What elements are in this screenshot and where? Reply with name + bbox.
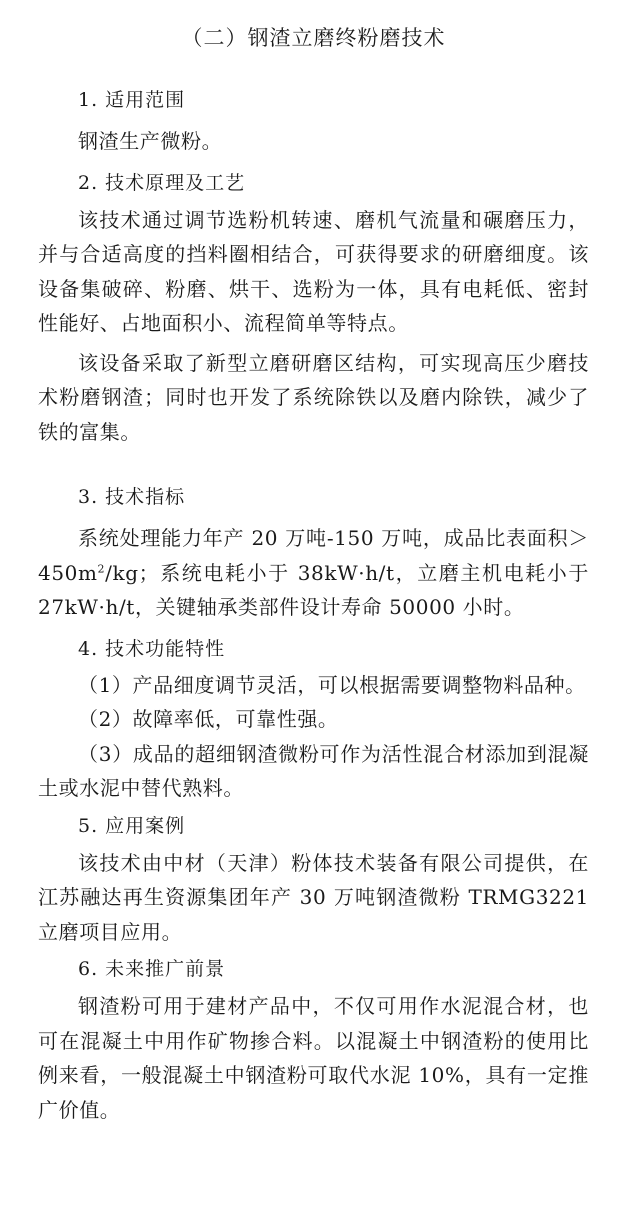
indicators-text-start: 系统处理能力年产 20 万吨-150 万吨，成品比表面积＞450m [38,526,589,585]
feature-item-3: （3）成品的超细钢渣微粉可作为活性混合材添加到混凝土或水泥中替代熟料。 [38,741,589,800]
section-heading-indicators: 3. 技术指标 [78,486,186,508]
section-paragraph-indicators [38,521,589,625]
section-paragraph-cases: 该技术由中材（天津）粉体技术装备有限公司提供，在江苏融达再生资源集团年产 30 万吨钢渣微粉 TRMG3221 立磨项目应用。 [38,850,589,944]
section-paragraph-principle-2: 该设备采取了新型立磨研磨区结构，可实现高压少磨技术粉磨钢渣；同时也开发了系统除铁以及磨内除铁，减少了铁的富集。 [38,350,589,444]
section-paragraph-scope: 钢渣生产微粉。 [78,129,223,153]
indicators-superscript: 2 [97,561,106,575]
section-heading-features: 4. 技术功能特性 [78,637,226,660]
section-paragraph-principle-1: 该技术通过调节选粉机转速、磨机气流量和碾磨压力，并与合适高度的挡料圈相结合，可获得要求的研磨细度。该设备集破碎、粉磨、烘干、选粉为一体，具有电耗低、密封性能好、占地面积小、流程简单等特点。 [38,207,589,335]
section-heading-principle: 2. 技术原理及工艺 [78,171,246,194]
section-paragraph-prospects: 钢渣粉可用于建材产品中，不仅可用作水泥混合材，也可在混凝土中用作矿物掺合料。以混凝土中钢渣粉的使用比例来看，一般混凝土中钢渣粉可取代水泥 10%，具有一定推广价值。 [38,994,589,1122]
features-list [38,668,589,806]
feature-item-2: （2）故障率低，可靠性强。 [78,707,339,731]
section-heading-scope: 1. 适用范围 [78,89,186,111]
indicators-text-end: /kg；系统电耗小于 38kW·h/t，立磨主机电耗小于 27kW·h/t，关键轴承类部件设计寿命 50000 小时。 [38,560,589,619]
document-title: （二）钢渣立磨终粉磨技术 [181,26,446,50]
section-heading-prospects: 6. 未来推广前景 [78,958,226,980]
section-heading-cases: 5. 应用案例 [78,814,186,837]
feature-item-1: （1）产品细度调节灵活，可以根据需要调整物料品种。 [78,672,586,697]
